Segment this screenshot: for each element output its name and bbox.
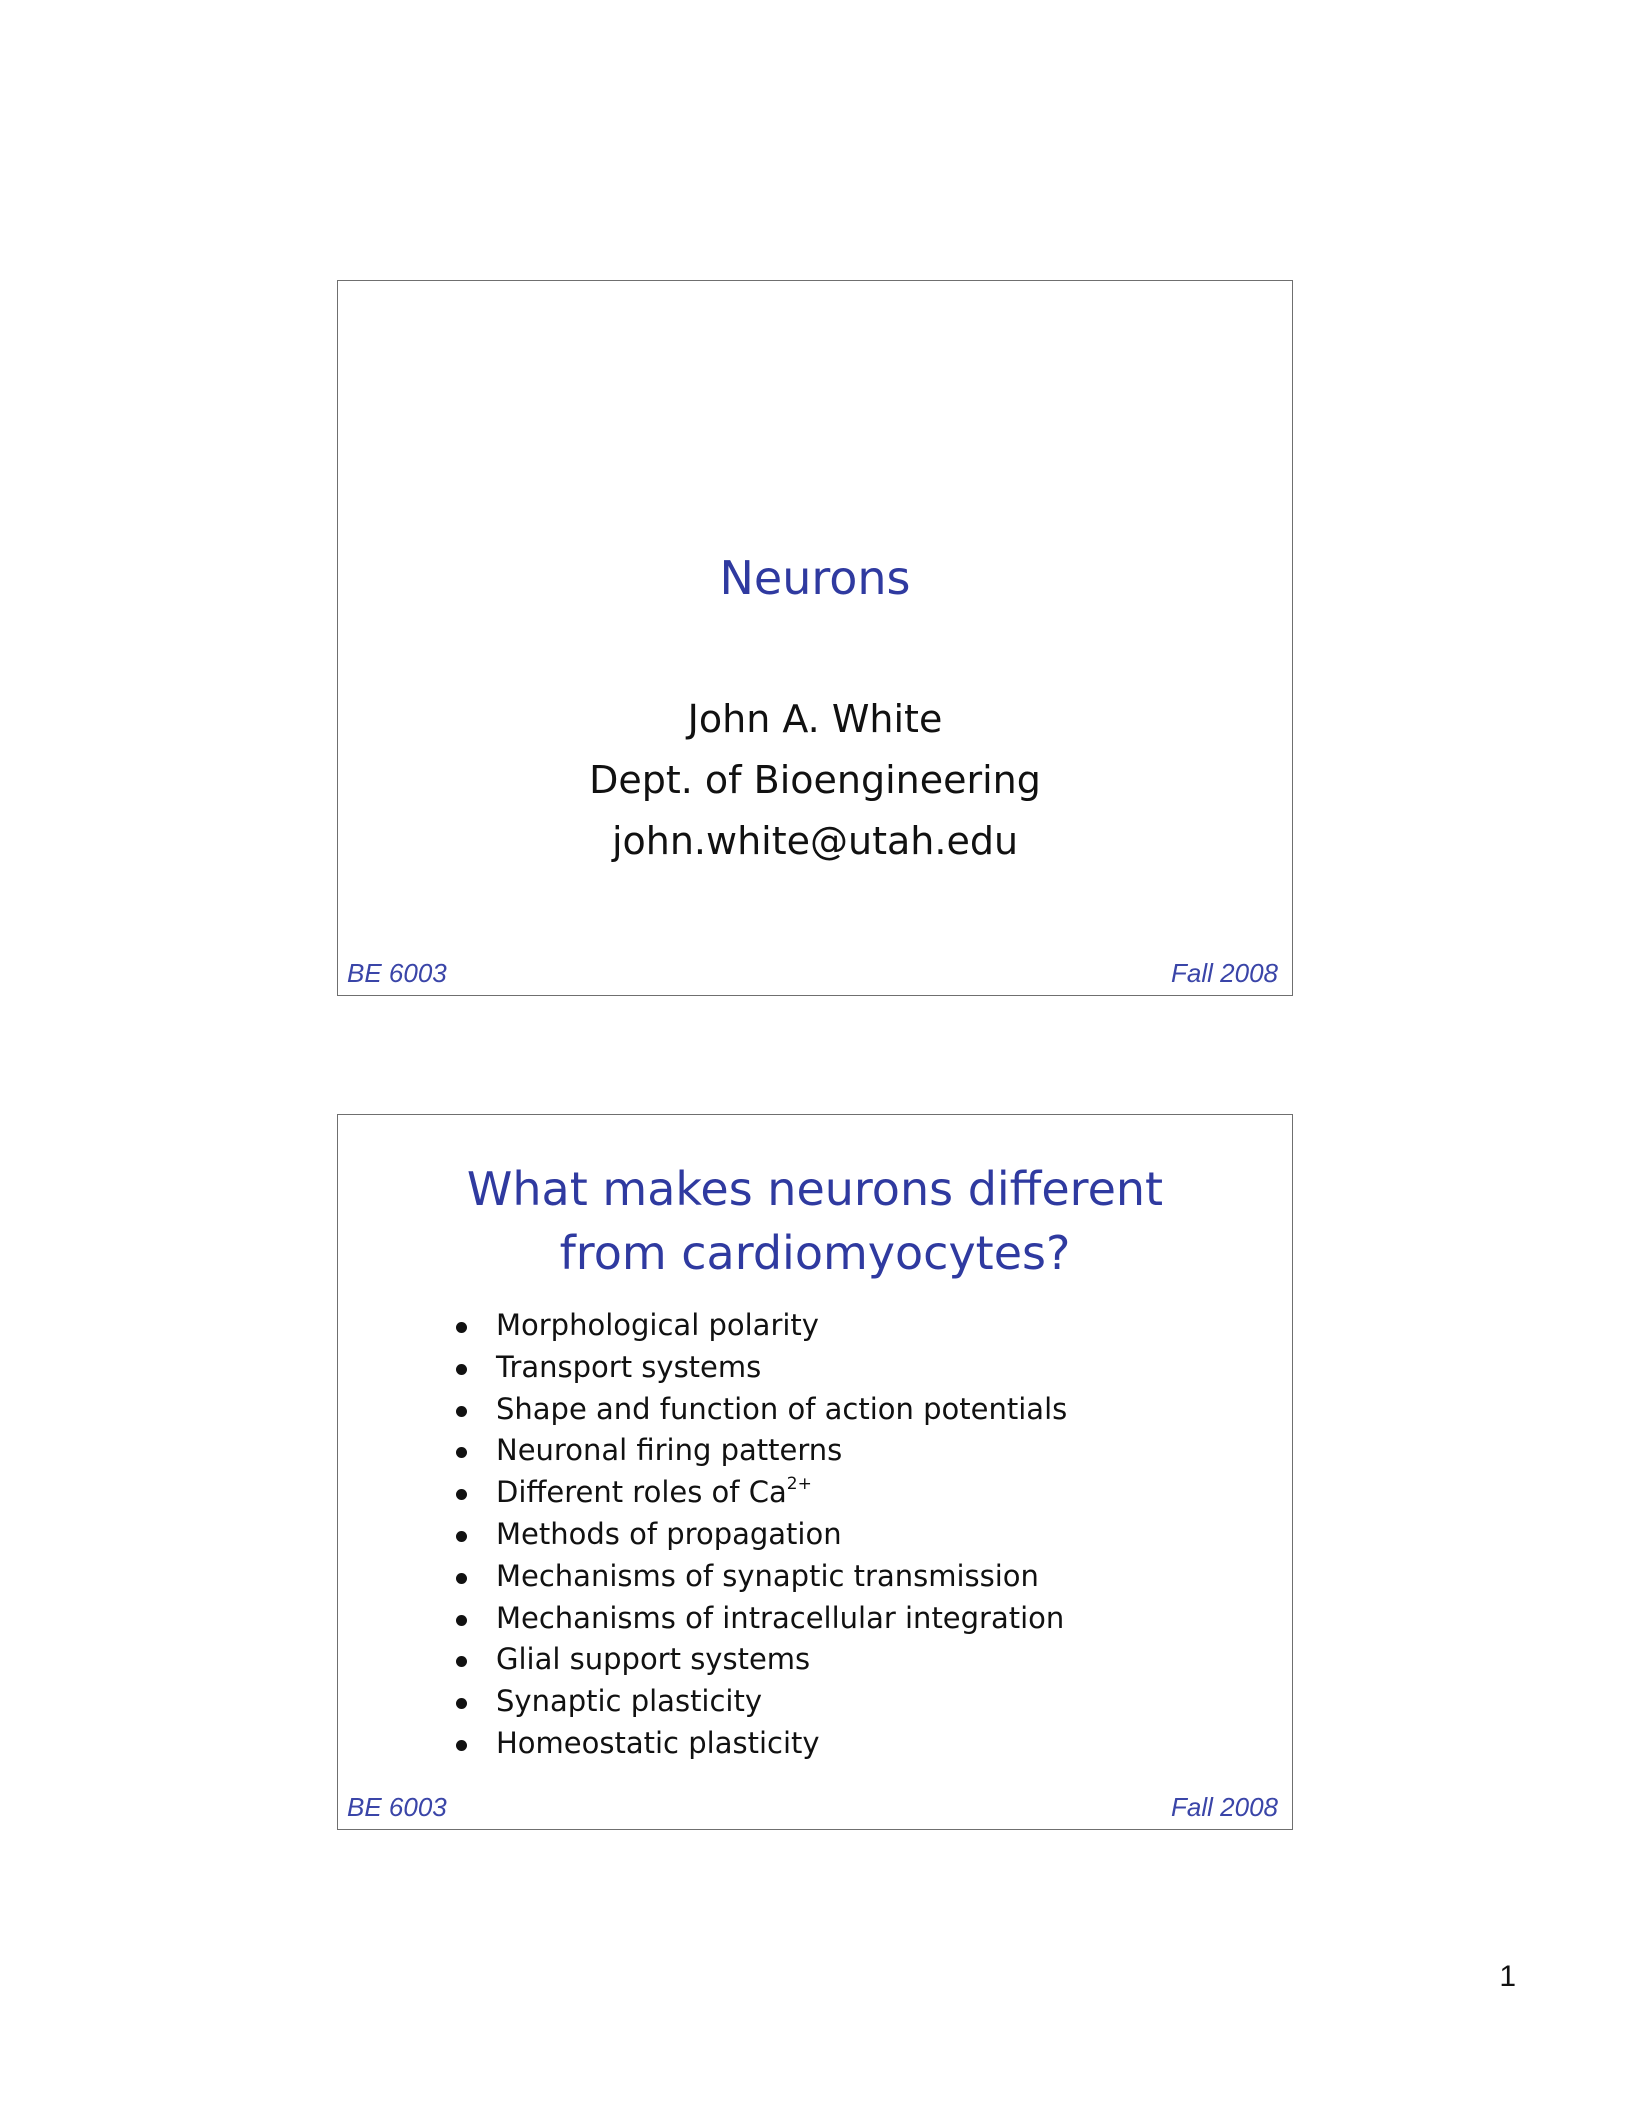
bullet-icon [456, 1573, 467, 1584]
bullet-icon [456, 1364, 467, 1375]
bullet-icon [456, 1447, 467, 1458]
slide-1-title: Neurons [719, 551, 911, 605]
author-name: John A. White [687, 697, 943, 741]
bullet-icon [456, 1322, 467, 1333]
list-item-text: Glial support systems [496, 1642, 811, 1677]
list-item-text: Neuronal firing patterns [496, 1433, 843, 1468]
bullet-icon [456, 1698, 467, 1709]
slide-2-footer-course: BE 6003 [347, 1792, 447, 1822]
list-item-text: Mechanisms of synaptic transmission [496, 1558, 1039, 1593]
slide-1-footer-course: BE 6003 [347, 958, 447, 988]
calcium-superscript: 2+ [786, 1474, 812, 1495]
list-item-text: Methods of propagation [496, 1516, 842, 1551]
list-item-text: Homeostatic plasticity [496, 1725, 820, 1760]
bullet-icon [456, 1656, 467, 1667]
list-item-text: Transport systems [496, 1349, 762, 1384]
slide-2-footer-term: Fall 2008 [1171, 1792, 1278, 1822]
list-item [456, 1598, 1067, 1640]
bullet-icon [456, 1406, 467, 1417]
slide-1-footer-term: Fall 2008 [1171, 958, 1278, 988]
list-item-text: Shape and function of action potentials [496, 1391, 1068, 1426]
author-email: john.white@utah.edu [611, 819, 1019, 863]
list-item [456, 1556, 1067, 1598]
list-item [456, 1305, 1067, 1347]
list-item [456, 1430, 1067, 1472]
list-item [456, 1639, 1067, 1681]
slide-1 [337, 280, 1293, 996]
list-item-text: Synaptic plasticity [496, 1684, 763, 1719]
list-item [456, 1472, 1067, 1514]
list-item [456, 1347, 1067, 1389]
list-item [456, 1681, 1067, 1723]
bullet-icon [456, 1740, 467, 1751]
bullet-icon [456, 1615, 467, 1626]
list-item-text: Mechanisms of intracellular integration [496, 1600, 1065, 1635]
bullet-icon [456, 1489, 467, 1500]
list-item-text: Morphological polarity [496, 1308, 819, 1342]
bullet-icon [456, 1531, 467, 1542]
slide-2-title-line-2: from cardiomyocytes? [559, 1226, 1071, 1280]
list-item [456, 1389, 1067, 1431]
list-item-text: Different roles of Ca [496, 1475, 787, 1510]
list-item [456, 1723, 1067, 1765]
slide-2-title [338, 1157, 1292, 1285]
page-number: 1 [1499, 1960, 1516, 1993]
list-item [456, 1514, 1067, 1556]
bullet-list [456, 1305, 1067, 1765]
author-block [338, 689, 1292, 872]
slide-2 [337, 1114, 1293, 1830]
slide-2-title-line-1: What makes neurons different [466, 1162, 1164, 1216]
author-department: Dept. of Bioengineering [589, 758, 1041, 802]
